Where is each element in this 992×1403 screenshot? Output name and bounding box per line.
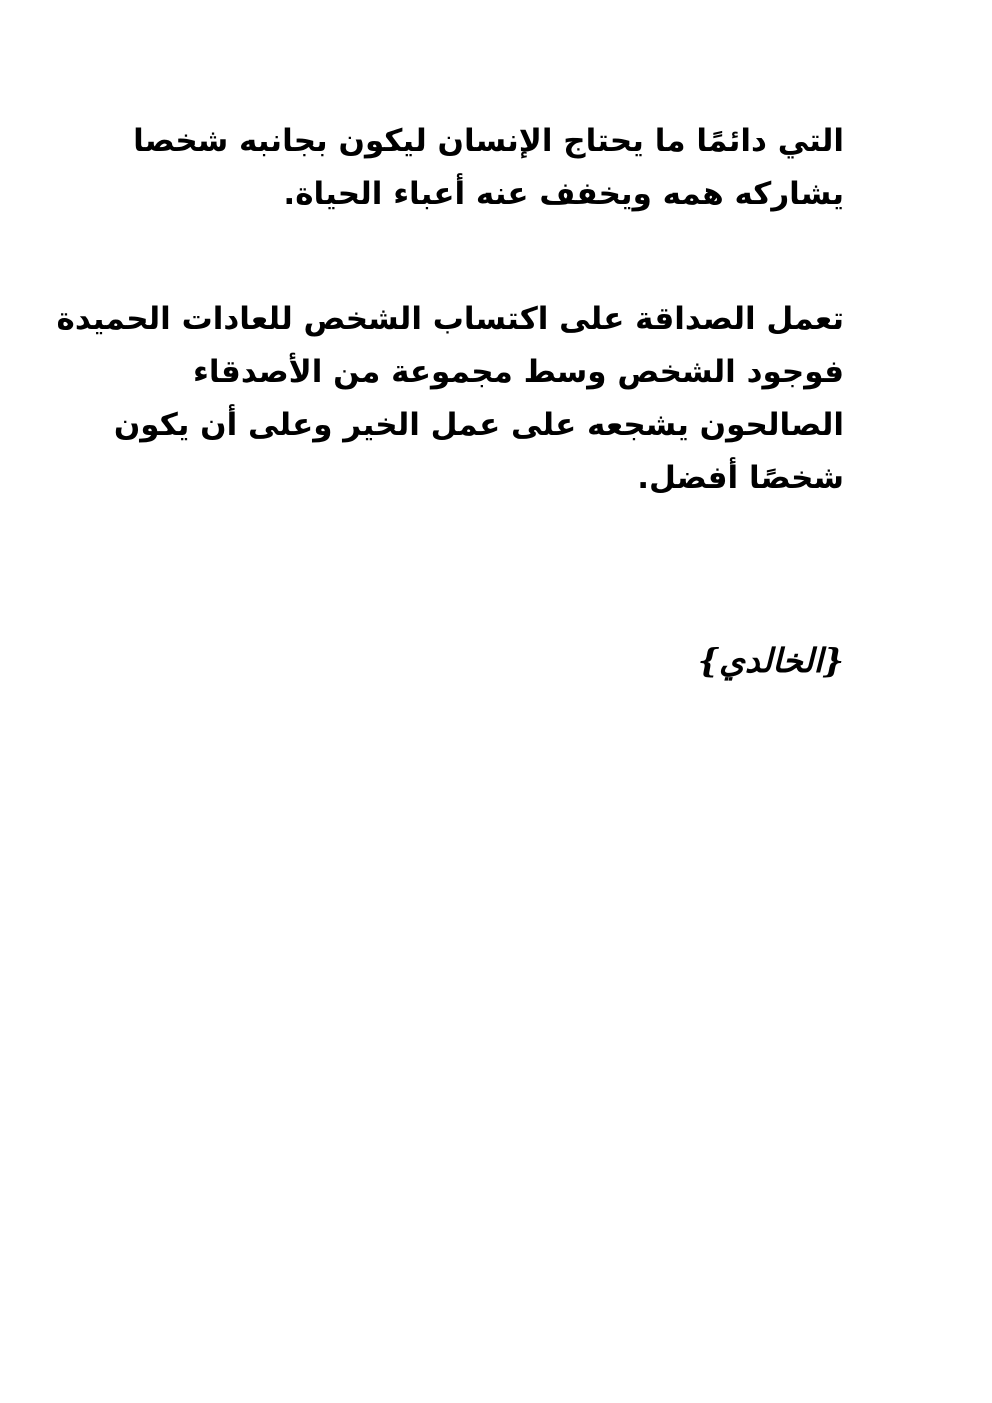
paragraph-1-line-2: يشاركه همه ويخفف عنه أعباء الحياة.	[283, 176, 844, 212]
paragraph-2-line-1: تعمل الصداقة على اكتساب الشخص للعادات الحميدة	[56, 301, 844, 337]
paragraph-2-line-2: فوجود الشخص وسط مجموعة من الأصدقاء	[193, 354, 844, 390]
paragraph-2	[56, 293, 844, 505]
paragraph-2-line-4: شخصًا أفضل.	[637, 460, 844, 496]
paragraph-1-line-1: التي دائمًا ما يحتاج الإنسان ليكون بجانبه شخصا	[133, 123, 844, 159]
paragraph-2-line-3: الصالحون يشجعه على عمل الخير وعلى أن يكون	[113, 407, 844, 443]
paragraph-1	[133, 115, 844, 221]
author-signature: {الخالدي}	[697, 641, 844, 680]
